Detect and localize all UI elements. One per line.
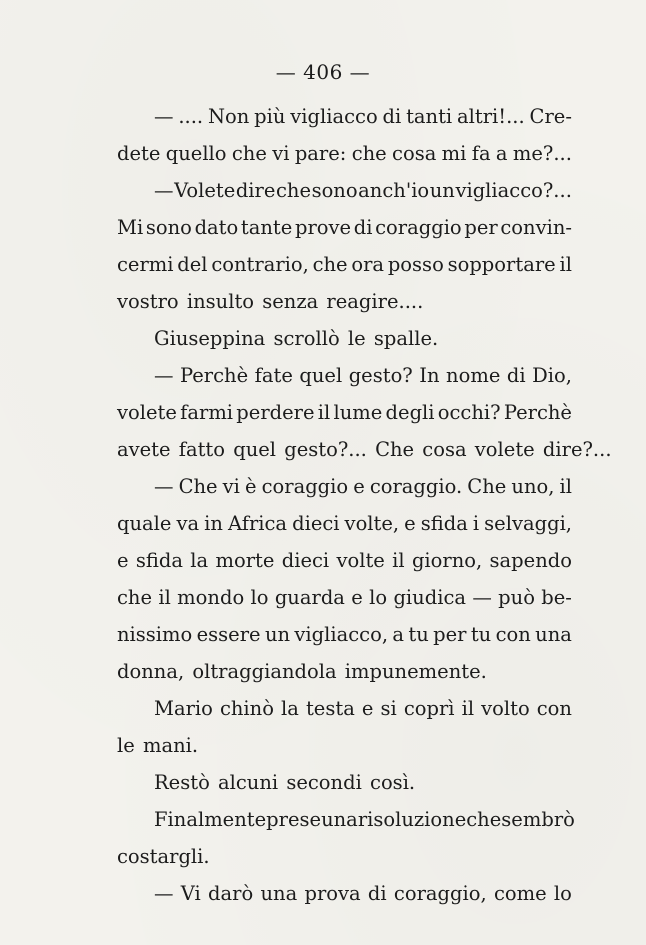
text-line <box>117 98 572 135</box>
word: il <box>158 586 171 609</box>
word: coraggio <box>261 475 349 498</box>
word: per <box>464 216 498 239</box>
word: sfida <box>135 549 183 572</box>
word: di <box>353 216 373 239</box>
word: coraggio, <box>393 882 487 905</box>
text-line: avete fatto quel gesto?... Che cosa volete dire?... <box>117 438 612 461</box>
word: — <box>154 475 174 498</box>
word: sembrò <box>501 808 575 831</box>
word: Mario <box>154 697 213 720</box>
word: è <box>244 475 257 498</box>
text-line: Restò alcuni secondi così. <box>154 771 416 794</box>
word: Mi <box>117 216 144 239</box>
word: volte <box>336 549 385 572</box>
word: si <box>380 697 397 720</box>
word: Che <box>178 475 218 498</box>
word: vigliacco?... <box>455 179 572 202</box>
word: — <box>154 364 174 387</box>
word: e <box>117 549 129 572</box>
text-line: vostro insulto senza reagire.... <box>117 290 424 313</box>
text-line <box>117 209 572 246</box>
word: Perchè <box>180 364 249 387</box>
text-line <box>117 246 572 283</box>
word: mondo <box>177 586 245 609</box>
word: Finalmente <box>154 808 267 831</box>
word: quel <box>299 364 343 387</box>
word: Vi <box>180 882 201 905</box>
word: — <box>472 586 492 609</box>
word: più <box>254 105 286 128</box>
text-line <box>117 875 572 912</box>
text-line <box>117 172 572 209</box>
word: per <box>433 623 467 646</box>
word: nissimo <box>117 623 193 646</box>
word: che <box>351 142 387 165</box>
word: tu <box>470 623 492 646</box>
word: altri!... <box>457 105 525 128</box>
word: cermi <box>117 253 174 276</box>
word: giudica <box>393 586 466 609</box>
word: vigliacco <box>290 105 378 128</box>
text-line: donna, oltraggiandola impunemente. <box>117 660 487 683</box>
word: — <box>154 179 174 202</box>
word: che <box>275 179 311 202</box>
word: il <box>559 475 572 498</box>
word: va <box>176 512 200 535</box>
word: e <box>404 512 416 535</box>
word: farmi <box>180 401 234 424</box>
word: .... <box>178 105 204 128</box>
word: il <box>461 697 475 720</box>
word: convin- <box>500 216 572 239</box>
word: uno, <box>511 475 555 498</box>
word: darò <box>208 882 254 905</box>
word: sapendo <box>489 549 572 572</box>
word: e <box>353 475 365 498</box>
word: il <box>392 549 405 572</box>
text-line <box>117 468 572 505</box>
word: Cre- <box>529 105 572 128</box>
word: tanti <box>406 105 453 128</box>
word: coraggio <box>375 216 462 239</box>
word: una <box>321 808 358 831</box>
word: lume <box>333 401 383 424</box>
word: Africa <box>228 512 288 535</box>
word: la <box>190 549 209 572</box>
word: con <box>536 697 572 720</box>
text-line <box>117 135 572 172</box>
word: una <box>260 882 298 905</box>
text-line <box>117 690 572 727</box>
word: prove <box>294 216 352 239</box>
word: come <box>493 882 547 905</box>
word: vigliacco, <box>294 623 389 646</box>
text-line: le mani. <box>117 734 199 757</box>
text-line <box>117 579 572 616</box>
word: In <box>419 364 440 387</box>
word: il <box>559 253 572 276</box>
word: tu <box>408 623 429 646</box>
word: coraggio. <box>369 475 463 498</box>
word: selvaggi, <box>484 512 572 535</box>
word: che <box>117 586 153 609</box>
word: sfida <box>420 512 468 535</box>
text-line: Giuseppina scrollò le spalle. <box>154 327 439 350</box>
word: a <box>495 142 508 165</box>
word: volete <box>117 401 177 424</box>
body-text <box>117 98 612 912</box>
word: che <box>466 808 502 831</box>
word: dato <box>194 216 239 239</box>
word: gesto? <box>348 364 413 387</box>
word: e <box>361 697 374 720</box>
word: di <box>382 105 402 128</box>
word: vi <box>222 475 240 498</box>
word: lo <box>553 882 572 905</box>
text-line <box>117 801 575 838</box>
text-line <box>117 357 572 394</box>
word: dieci <box>281 549 330 572</box>
word: sono <box>145 216 192 239</box>
word: quale <box>117 512 172 535</box>
word: dire <box>235 179 276 202</box>
word: prese <box>266 808 322 831</box>
word: in <box>204 512 223 535</box>
word: coprì <box>403 697 455 720</box>
word: occhi? <box>437 401 501 424</box>
word: chinò <box>219 697 274 720</box>
word: posso <box>387 253 444 276</box>
word: dete <box>117 142 161 165</box>
word: quello <box>165 142 227 165</box>
word: ora <box>351 253 385 276</box>
word: testa <box>305 697 355 720</box>
word: me?... <box>512 142 572 165</box>
word: essere <box>196 623 261 646</box>
word: Volete <box>174 179 236 202</box>
text-line: costargli. <box>117 845 210 868</box>
word: che <box>312 253 348 276</box>
word: del <box>177 253 208 276</box>
word: — <box>154 105 174 128</box>
word: prova <box>304 882 361 905</box>
word: lo <box>250 586 269 609</box>
word: di <box>506 364 526 387</box>
page-number: — 406 — <box>275 60 371 84</box>
word: Non <box>207 105 250 128</box>
word: cosa <box>392 142 437 165</box>
word: un <box>264 623 291 646</box>
word: mi <box>441 142 467 165</box>
word: tante <box>240 216 293 239</box>
word: che <box>231 142 267 165</box>
word: una <box>535 623 572 646</box>
word: guarda <box>274 586 345 609</box>
word: volte, <box>344 512 400 535</box>
word: sono <box>311 179 358 202</box>
word: Che <box>467 475 507 498</box>
word: di <box>367 882 387 905</box>
word: risoluzione <box>357 808 467 831</box>
text-line <box>117 505 572 542</box>
text-line <box>117 542 572 579</box>
word: Dio, <box>532 364 572 387</box>
word: a <box>392 623 405 646</box>
word: lo <box>369 586 388 609</box>
word: contrario, <box>211 253 309 276</box>
word: nome <box>446 364 501 387</box>
word: fate <box>254 364 293 387</box>
word: giorno, <box>411 549 483 572</box>
word: volto <box>481 697 530 720</box>
word: la <box>281 697 299 720</box>
word: i <box>472 512 480 535</box>
word: Perchè <box>503 401 572 424</box>
word: sopportare <box>447 253 556 276</box>
word: degli <box>385 401 435 424</box>
word: può <box>498 586 535 609</box>
word: e <box>351 586 363 609</box>
text-line <box>117 394 572 431</box>
text-line <box>117 616 572 653</box>
word: vi <box>272 142 290 165</box>
word: pare: <box>294 142 347 165</box>
word: — <box>154 882 174 905</box>
word: anch'io <box>358 179 430 202</box>
word: fa <box>471 142 491 165</box>
word: dieci <box>292 512 340 535</box>
word: perdere <box>236 401 315 424</box>
word: un <box>429 179 455 202</box>
word: con <box>495 623 531 646</box>
word: il <box>317 401 331 424</box>
word: be- <box>541 586 572 609</box>
word: morte <box>215 549 275 572</box>
